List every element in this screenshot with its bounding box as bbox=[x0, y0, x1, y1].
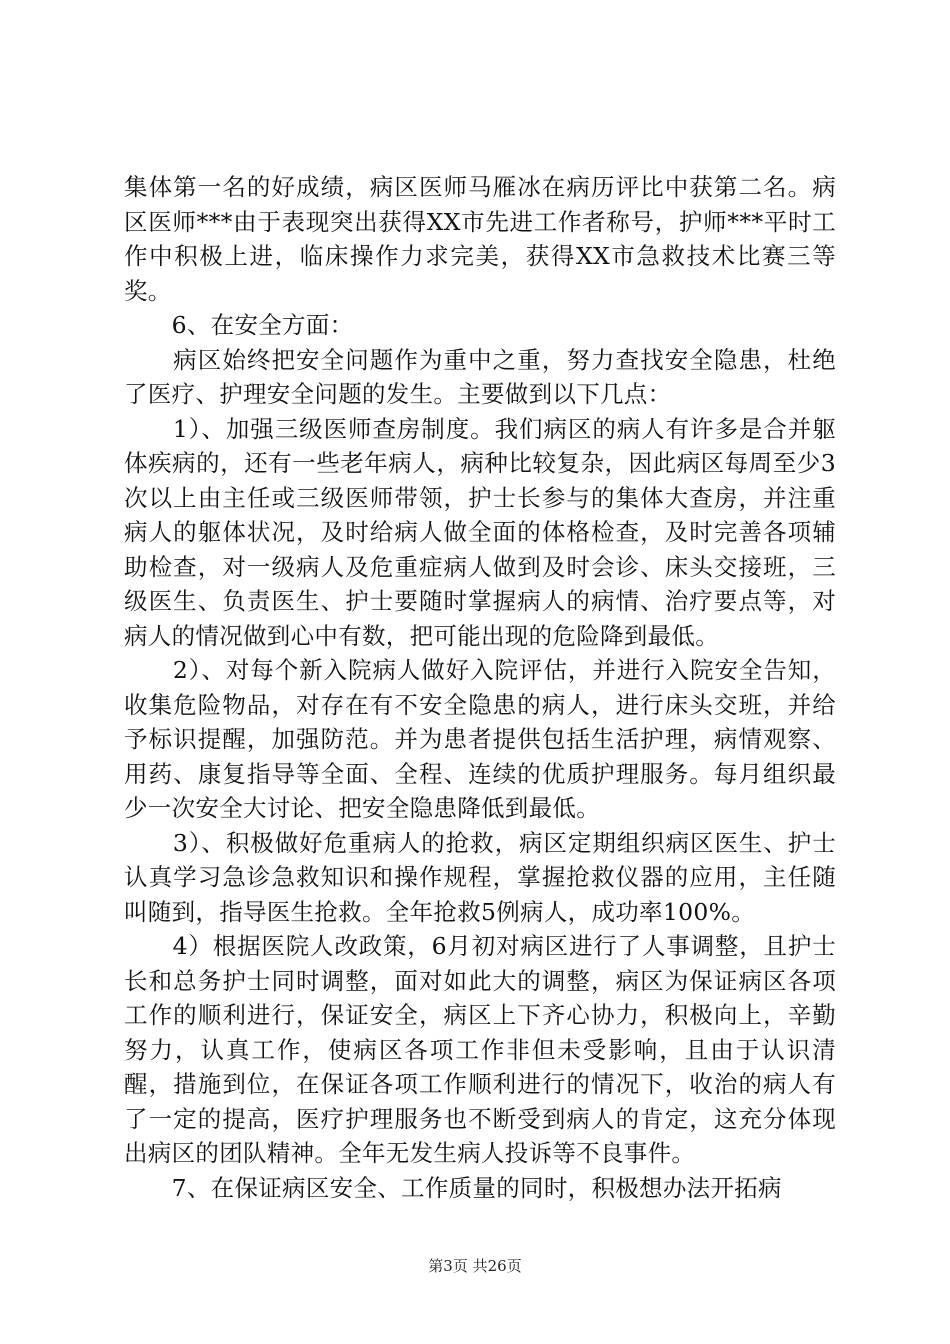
paragraph-item-2: 2）、对每个新入院病人做好入院评估，并进行入院安全告知，收集危险物品，对存在有不安全隐患的病人，进行床头交班，并给予标识提醒，加强防范。并为患者提供包括生活护理，病情观察、用药、康复指导等全面、全程、连续的优质护理服务。每月组织最少一次安全大讨论、把安全隐患降低到最低。 bbox=[124, 656, 836, 822]
document-body bbox=[124, 170, 836, 1205]
paragraph-safety-intro: 病区始终把安全问题作为重中之重，努力查找安全隐患，杜绝了医疗、护理安全问题的发生。主要做到以下几点： bbox=[124, 345, 836, 408]
paragraph-awards: 集体第一名的好成绩，病区医师马雁冰在病历评比中获第二名。病区医师***由于表现突出获得XX市先进工作者称号，护师***平时工作中积极上进，临床操作力求完美，获得XX市急救技术比赛三等奖。 bbox=[124, 173, 836, 305]
paragraph-item-4: 4）根据医院人改政策，6月初对病区进行了人事调整，且护士长和总务护士同时调整，面对如此大的调整，病区为保证病区各项工作的顺利进行，保证安全，病区上下齐心协力，积极向上，辛勤努力，认真工作，使病区各项工作非但未受影响，且由于认识清醒，措施到位，在保证各项工作顺利进行的情况下，收治的病人有了一定的提高，医疗护理服务也不断受到病人的肯定，这充分体现出病区的团队精神。全年无发生病人投诉等不良事件。 bbox=[124, 932, 836, 1167]
paragraph-item-1: 1）、加强三级医师查房制度。我们病区的病人有许多是合并躯体疾病的，还有一些老年病人，病种比较复杂，因此病区每周至少3次以上由主任或三级医师带领，护士长参与的集体大查房，并注重病人的躯体状况，及时给病人做全面的体格检查，及时完善各项辅助检查，对一级病人及危重症病人做到及时会诊、床头交接班，三级医生、负责医生、护士要随时掌握病人的病情、治疗要点等，对病人的情况做到心中有数，把可能出现的危险降到最低。 bbox=[124, 414, 836, 650]
paragraph-heading-safety: 6、在安全方面： bbox=[124, 311, 354, 339]
paragraph-item-3: 3）、积极做好危重病人的抢救，病区定期组织病区医生、护士认真学习急诊急救知识和操作规程，掌握抢救仪器的应用，主任随叫随到，指导医生抢救。全年抢救5例病人，成功率100%。 bbox=[124, 828, 836, 926]
page-number-footer: 第3页 共26页 bbox=[428, 1257, 522, 1275]
paragraph-heading-7: 7、在保证病区安全、工作质量的同时，积极想办法开拓病 bbox=[124, 1173, 782, 1202]
